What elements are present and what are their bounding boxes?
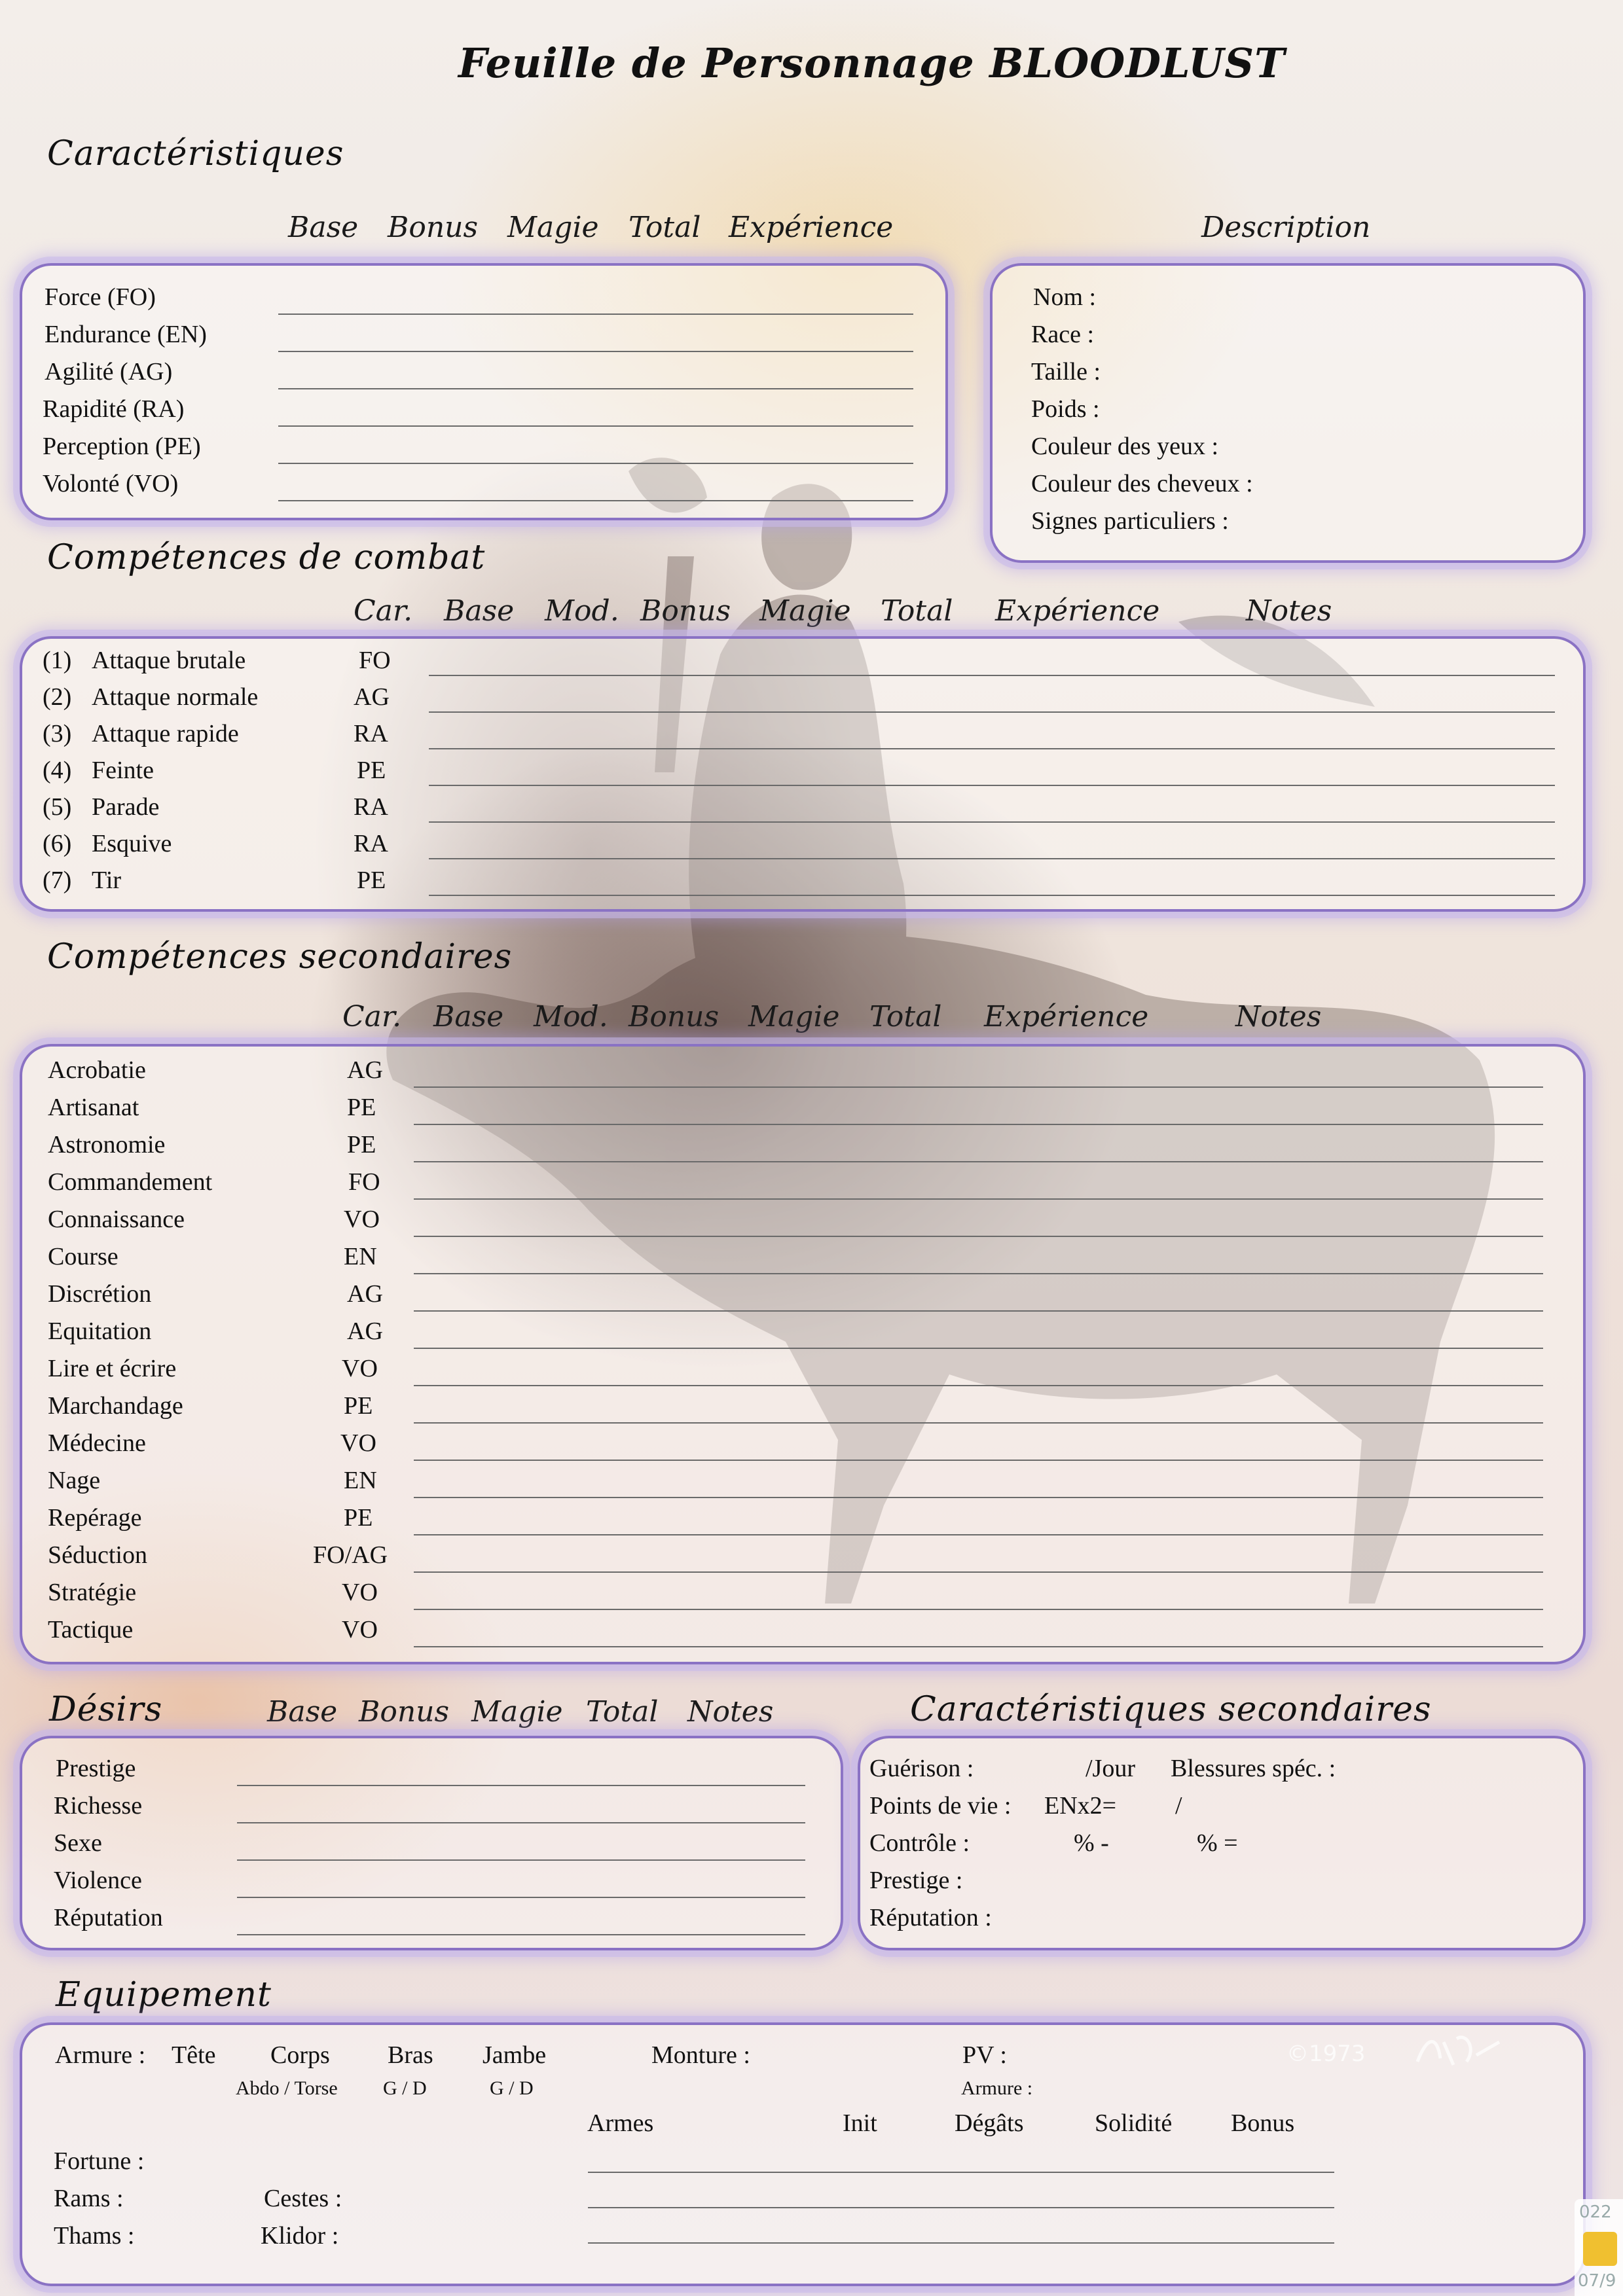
sec-skill-car: FO <box>348 1168 380 1196</box>
combat-num: (2) <box>43 683 72 711</box>
abdo-label: Abdo / Torse <box>236 2077 338 2099</box>
sec-skill-name: Astronomie <box>48 1131 166 1158</box>
sec-col-mod: Mod. <box>534 1000 608 1033</box>
sec-input-line[interactable] <box>414 1571 1543 1573</box>
armes-col-bonus: Bonus <box>1231 2109 1295 2137</box>
desir-input-line[interactable] <box>237 1934 805 1935</box>
sec-skill-name: Nage <box>48 1467 101 1494</box>
combat-name: Attaque rapide <box>92 720 239 747</box>
description-field: Taille : <box>1031 358 1101 386</box>
combat-input-line[interactable] <box>429 748 1555 749</box>
sec-skill-name: Connaissance <box>48 1206 185 1233</box>
carac-input-line[interactable] <box>278 314 913 315</box>
controle-label: Contrôle : <box>869 1829 970 1857</box>
sec-skill-name: Discrétion <box>48 1280 152 1308</box>
description-field: Signes particuliers : <box>1031 507 1229 535</box>
combat-name: Feinte <box>92 757 154 784</box>
caracteristiques-heading: Caractéristiques <box>47 134 344 173</box>
sec-input-line[interactable] <box>414 1646 1543 1647</box>
combat-col-base: Base <box>444 594 515 628</box>
jambe-gd-label: G / D <box>490 2077 534 2099</box>
sec-skill-name: Course <box>48 1243 119 1270</box>
combat-col-mod: Mod. <box>545 594 619 628</box>
sec-skill-car: VO <box>342 1579 378 1606</box>
blessures-label: Blessures spéc. : <box>1171 1755 1336 1782</box>
combat-name: Attaque brutale <box>92 647 246 674</box>
sec-col-experience: Expérience <box>984 1000 1149 1033</box>
desir-label: Prestige <box>56 1755 136 1782</box>
page-title: Feuille de Personnage BLOODLUST <box>458 39 1286 87</box>
sec-skill-name: Marchandage <box>48 1392 183 1420</box>
sec-input-line[interactable] <box>414 1609 1543 1610</box>
sec-input-line[interactable] <box>414 1198 1543 1200</box>
sec-skill-car: EN <box>344 1243 377 1270</box>
combat-name: Esquive <box>92 830 172 857</box>
carac-input-line[interactable] <box>278 351 913 352</box>
sec-col-magie: Magie <box>748 1000 840 1033</box>
sec-skill-car: AG <box>347 1318 383 1345</box>
thams-label: Thams : <box>54 2222 135 2250</box>
sec-col-car: Car. <box>342 1000 402 1033</box>
secondaires-heading: Compétences secondaires <box>47 937 513 977</box>
combat-num: (5) <box>43 793 72 821</box>
sec-skill-car: PE <box>347 1131 376 1158</box>
jambe-label: Jambe <box>483 2041 547 2069</box>
sec-skill-name: Artisanat <box>48 1094 139 1121</box>
sec-skill-name: Acrobatie <box>48 1056 146 1084</box>
enx2-label: ENx2= <box>1044 1792 1117 1820</box>
description-field: Couleur des cheveux : <box>1031 470 1253 497</box>
desirs-col-notes: Notes <box>687 1695 774 1729</box>
combat-car: FO <box>359 647 391 674</box>
sec-input-line[interactable] <box>414 1124 1543 1125</box>
pv-label: Points de vie : <box>869 1792 1012 1820</box>
description-field: Race : <box>1031 321 1095 348</box>
combat-input-line[interactable] <box>429 858 1555 859</box>
prestige-label: Prestige : <box>869 1867 963 1894</box>
desir-input-line[interactable] <box>237 1822 805 1823</box>
description-field: Poids : <box>1031 395 1100 423</box>
desir-label: Violence <box>54 1867 142 1894</box>
combat-car: RA <box>354 720 388 747</box>
carac-label: Endurance (EN) <box>45 321 207 348</box>
col-base: Base <box>288 211 359 244</box>
desir-label: Réputation <box>54 1904 163 1931</box>
combat-col-car: Car. <box>354 594 413 628</box>
sec-input-line[interactable] <box>414 1086 1543 1088</box>
carac-label: Force (FO) <box>45 283 156 311</box>
combat-col-magie: Magie <box>759 594 851 628</box>
monture-label: Monture : <box>651 2041 750 2069</box>
sec-skill-name: Stratégie <box>48 1579 137 1606</box>
tete-label: Tête <box>172 2041 216 2069</box>
combat-heading: Compétences de combat <box>47 538 486 577</box>
combat-col-experience: Expérience <box>995 594 1160 628</box>
klidor-label: Klidor : <box>261 2222 339 2250</box>
cestes-label: Cestes : <box>264 2185 342 2212</box>
armure-label: Armure : <box>55 2041 146 2069</box>
stamp-badge <box>1583 2232 1617 2266</box>
combat-input-line[interactable] <box>429 711 1555 713</box>
carac-label: Perception (PE) <box>43 433 201 460</box>
combat-col-bonus: Bonus <box>640 594 731 628</box>
sec-skill-car: VO <box>344 1206 380 1233</box>
sec-skill-name: Tactique <box>48 1616 134 1643</box>
col-magie: Magie <box>507 211 599 244</box>
sec-input-line[interactable] <box>414 1385 1543 1386</box>
combat-input-line[interactable] <box>429 895 1555 896</box>
sec-skill-car: PE <box>344 1504 373 1532</box>
combat-name: Parade <box>92 793 160 821</box>
sec-skill-car: PE <box>347 1094 376 1121</box>
combat-col-total: Total <box>881 594 953 628</box>
stamp-code-2: 07/9 <box>1578 2271 1616 2291</box>
sec-skill-name: Lire et écrire <box>48 1355 177 1382</box>
signature-mark <box>1414 2029 1506 2075</box>
rams-label: Rams : <box>54 2185 124 2212</box>
sec-input-line[interactable] <box>414 1534 1543 1535</box>
reputation-label: Réputation : <box>869 1904 992 1931</box>
combat-num: (1) <box>43 647 72 674</box>
sec-skill-car: VO <box>342 1616 378 1643</box>
description-field: Couleur des yeux : <box>1031 433 1219 460</box>
desir-input-line[interactable] <box>237 1897 805 1898</box>
description-field: Nom : <box>1033 283 1097 311</box>
col-bonus: Bonus <box>388 211 479 244</box>
combat-box <box>20 636 1586 912</box>
desirs-col-magie: Magie <box>471 1695 563 1729</box>
corps-label: Corps <box>270 2041 330 2069</box>
carac-label: Rapidité (RA) <box>43 395 185 423</box>
desirs-col-bonus: Bonus <box>359 1695 450 1729</box>
fortune-label: Fortune : <box>54 2147 145 2175</box>
monture-armure-label: Armure : <box>961 2077 1033 2099</box>
arme-input-line[interactable] <box>588 2207 1334 2208</box>
sec-skill-name: Médecine <box>48 1429 146 1457</box>
col-total: Total <box>629 211 701 244</box>
sec-input-line[interactable] <box>414 1422 1543 1424</box>
desirs-heading: Désirs <box>49 1690 163 1729</box>
combat-car: AG <box>354 683 390 711</box>
sec-skill-name: Commandement <box>48 1168 213 1196</box>
jour-label: /Jour <box>1085 1755 1135 1782</box>
combat-name: Tir <box>92 867 122 894</box>
carac-input-line[interactable] <box>278 463 913 464</box>
sec-skill-car: VO <box>340 1429 376 1457</box>
combat-num: (3) <box>43 720 72 747</box>
sec-skill-car: AG <box>347 1056 383 1084</box>
sec-col-base: Base <box>433 1000 504 1033</box>
sec-skill-name: Repérage <box>48 1504 142 1532</box>
bras-gd-label: G / D <box>383 2077 427 2099</box>
sec-skill-name: Equitation <box>48 1318 152 1345</box>
carac-input-line[interactable] <box>278 388 913 389</box>
sec-input-line[interactable] <box>414 1310 1543 1312</box>
bras-label: Bras <box>388 2041 433 2069</box>
sec-col-bonus: Bonus <box>629 1000 720 1033</box>
desir-input-line[interactable] <box>237 1785 805 1786</box>
sec-skill-name: Séduction <box>48 1541 147 1569</box>
combat-input-line[interactable] <box>429 821 1555 823</box>
desir-label: Richesse <box>54 1792 143 1820</box>
desirs-col-total: Total <box>586 1695 659 1729</box>
monture-pv-label: PV : <box>962 2041 1007 2069</box>
combat-car: RA <box>354 793 388 821</box>
pv-slash: / <box>1175 1792 1182 1820</box>
sec-skill-car: FO/AG <box>313 1541 388 1569</box>
combat-car: PE <box>357 757 386 784</box>
sec-input-line[interactable] <box>414 1460 1543 1461</box>
controle-pct1: % - <box>1074 1829 1109 1857</box>
sec-skill-car: EN <box>344 1467 377 1494</box>
sec-input-line[interactable] <box>414 1497 1543 1498</box>
combat-col-notes: Notes <box>1246 594 1332 628</box>
desir-label: Sexe <box>54 1829 102 1857</box>
sec-input-line[interactable] <box>414 1236 1543 1237</box>
combat-num: (4) <box>43 757 72 784</box>
carac-label: Agilité (AG) <box>45 358 173 386</box>
desirs-col-base: Base <box>267 1695 338 1729</box>
combat-name: Attaque normale <box>92 683 259 711</box>
combat-car: PE <box>357 867 386 894</box>
carac-label: Volonté (VO) <box>43 470 179 497</box>
sec-input-line[interactable] <box>414 1273 1543 1274</box>
controle-pct2: % = <box>1197 1829 1238 1857</box>
sec-input-line[interactable] <box>414 1161 1543 1162</box>
sec-col-total: Total <box>869 1000 942 1033</box>
combat-input-line[interactable] <box>429 675 1555 676</box>
arme-input-line[interactable] <box>588 2172 1334 2173</box>
guerison-label: Guérison : <box>869 1755 974 1782</box>
desir-input-line[interactable] <box>237 1859 805 1861</box>
sec-input-line[interactable] <box>414 1348 1543 1349</box>
armes-col-init: Init <box>843 2109 877 2137</box>
armes-col-degats: Dégâts <box>955 2109 1024 2137</box>
sec-col-notes: Notes <box>1235 1000 1322 1033</box>
combat-num: (6) <box>43 830 72 857</box>
car-secondaires-heading: Caractéristiques secondaires <box>910 1690 1432 1729</box>
armes-col-armes: Armes <box>587 2109 654 2137</box>
sec-skill-car: AG <box>347 1280 383 1308</box>
carac-input-line[interactable] <box>278 500 913 501</box>
copyright-mark: ©1973 <box>1286 2041 1366 2067</box>
carac-input-line[interactable] <box>278 425 913 427</box>
col-experience: Expérience <box>729 211 894 244</box>
combat-input-line[interactable] <box>429 785 1555 786</box>
description-heading: Description <box>1201 211 1371 244</box>
arme-input-line[interactable] <box>588 2242 1334 2244</box>
combat-num: (7) <box>43 867 72 894</box>
combat-car: RA <box>354 830 388 857</box>
equipement-heading: Equipement <box>56 1975 272 2015</box>
sec-skill-car: PE <box>344 1392 373 1420</box>
armes-col-solidite: Solidité <box>1095 2109 1173 2137</box>
sec-skill-car: VO <box>342 1355 378 1382</box>
stamp-code-1: 022 <box>1579 2202 1612 2222</box>
